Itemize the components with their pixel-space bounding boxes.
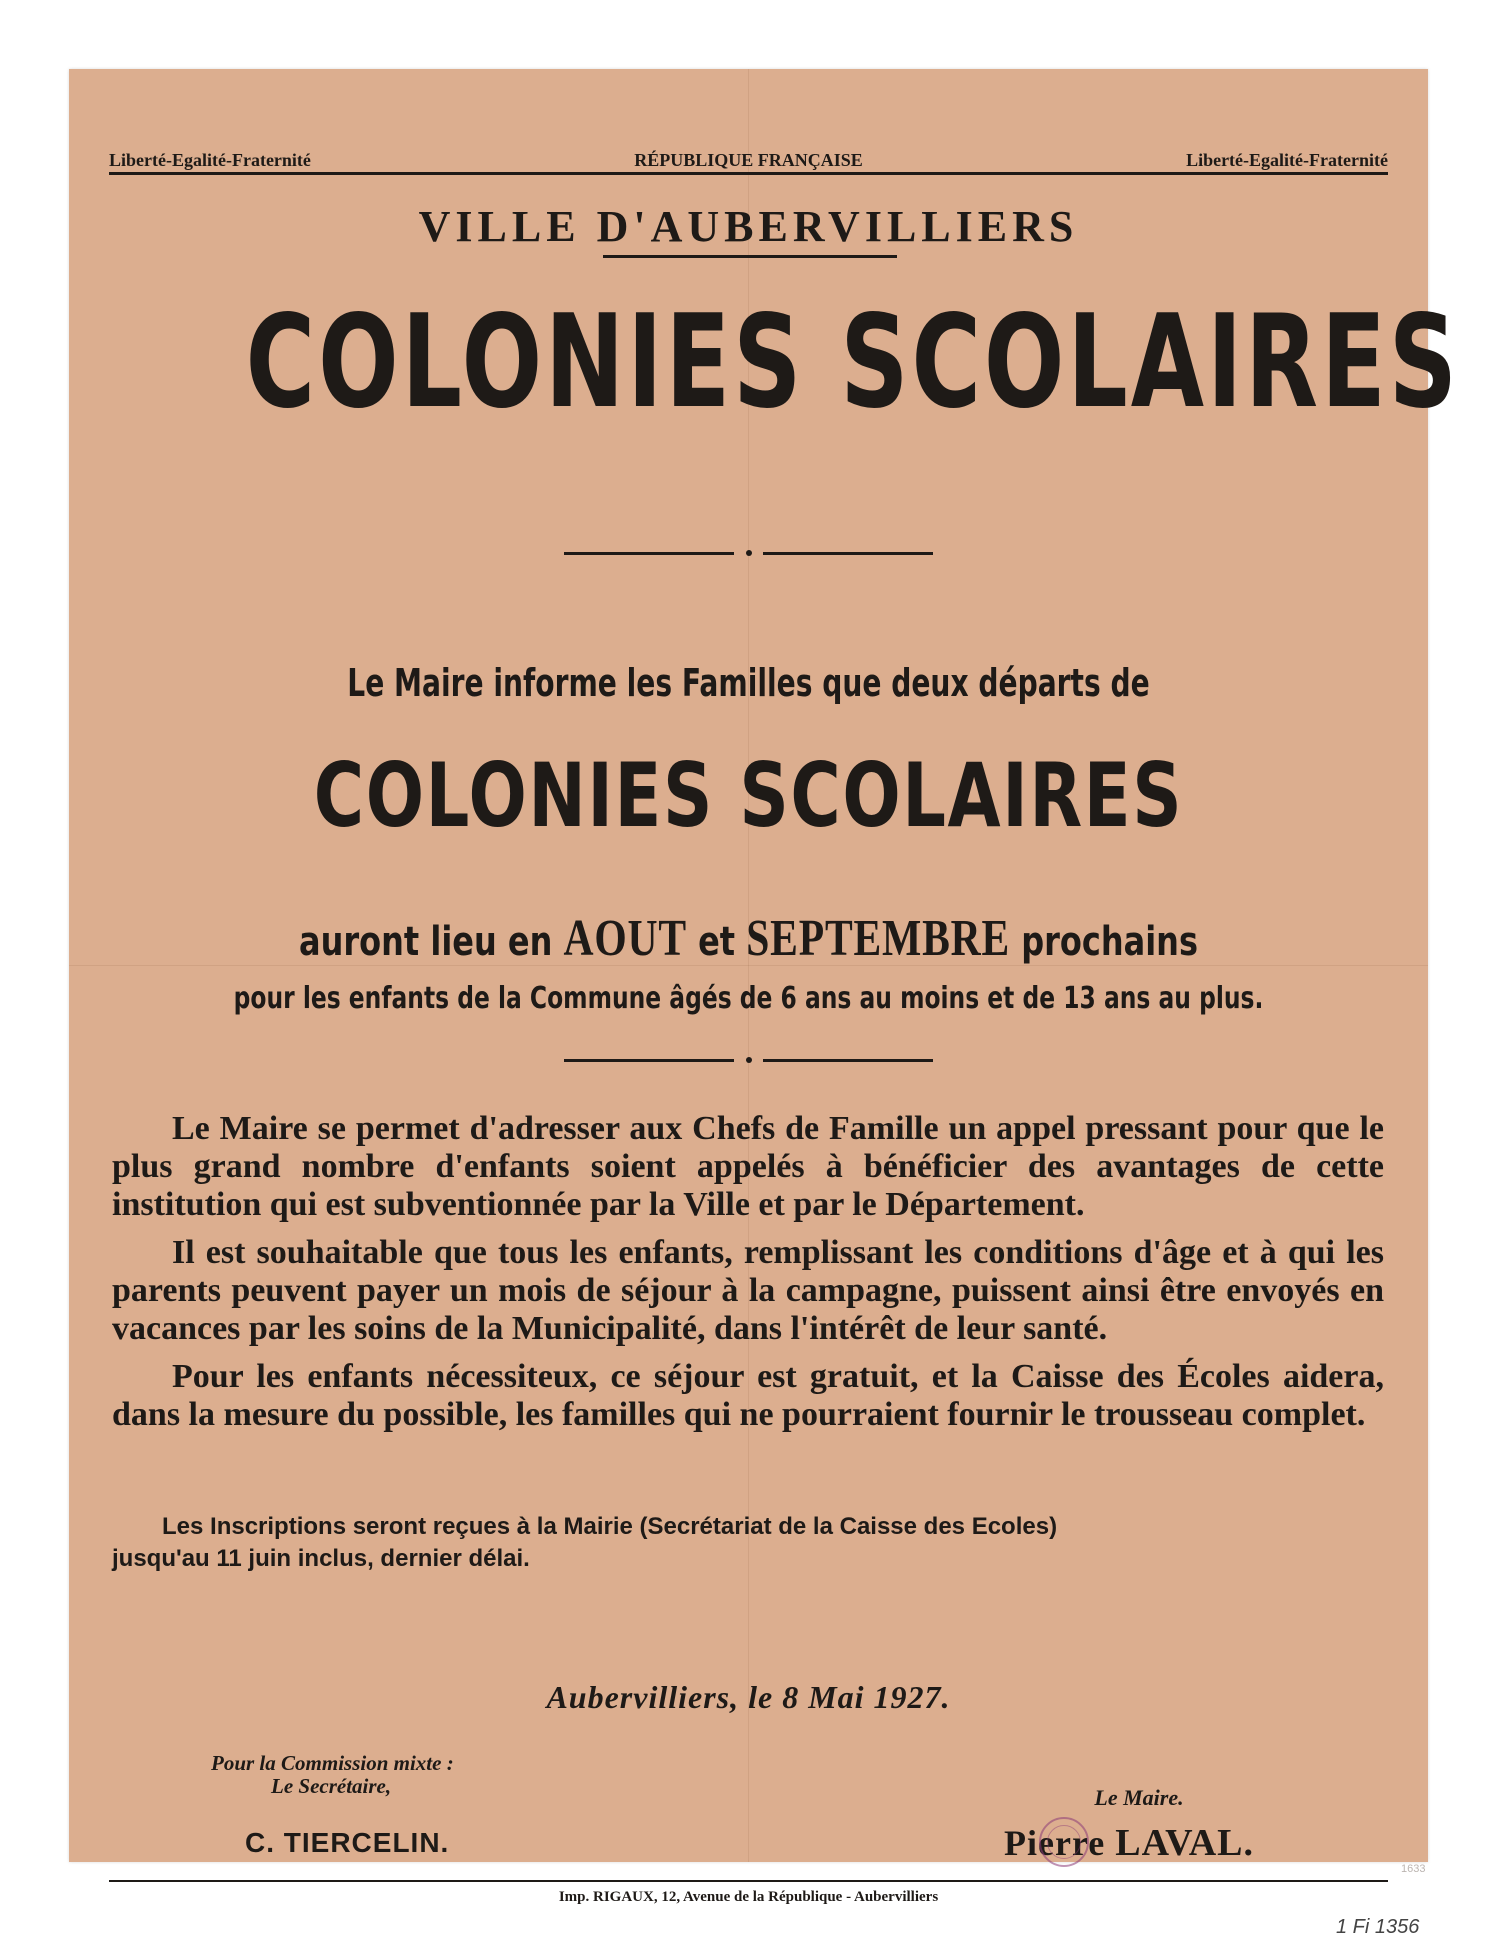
poster-sheet: [69, 69, 1460, 1905]
mayor-name: [949, 1821, 1309, 1865]
body-text: [112, 1110, 1384, 1444]
header-rule: [109, 172, 1388, 175]
paragraph-conditions: Il est souhaitable que tous les enfants, remplissant les conditions d'âge et à qui les parents peuvent payer un mois de séjour à la campagne, puissent ainsi être envoyés en vacances par les soins de la Municipalité, dans l'intérêt de leur santé.: [112, 1234, 1384, 1347]
divider-ornament-2: [564, 1055, 933, 1065]
republic-heading: RÉPUBLIQUE FRANÇAISE: [634, 150, 863, 170]
mayor-signature: [949, 1785, 1309, 1865]
inscriptions-line-1: Les Inscriptions seront reçues à la Mairie (Secrétariat de la Caisse des Ecoles): [162, 1513, 1058, 1540]
right-motto: Liberté-Egalité-Fraternité: [1186, 150, 1388, 170]
divider-ornament-1: [564, 548, 933, 558]
departures-prefix: auront lieu en: [298, 919, 553, 965]
footer-rule: [109, 1880, 1388, 1882]
age-line: pour les enfants de la Commune âgés de 6 ans au moins et de 13 ans au plus.: [233, 981, 1264, 1016]
departures-suffix: prochains: [1021, 919, 1198, 965]
paragraph-needy: Pour les enfants nécessiteux, ce séjour est gratuit, et la Caisse des Écoles aidera, dans la mesure du possible, les familles qui ne pourraient fournir le trousseau complet.: [112, 1358, 1384, 1433]
secretary-label: Le Secrétaire,: [271, 1774, 392, 1798]
mayor-title: Le Maire.: [1094, 1785, 1184, 1810]
header-line: [109, 145, 1388, 171]
secretary-name: C. TIERCELIN.: [245, 1827, 450, 1858]
printer-imprint: Imp. RIGAUX, 12, Avenue de la République - Aubervilliers: [558, 1889, 939, 1905]
month-september: SEPTEMBRE: [746, 910, 1011, 967]
month-august: AOUT: [563, 910, 687, 967]
inscriptions-notice: [112, 1511, 1384, 1575]
commission-label: Pour la Commission mixte :: [211, 1751, 454, 1775]
date-line: Aubervilliers, le 8 Mai 1927.: [546, 1679, 951, 1715]
left-motto: Liberté-Egalité-Fraternité: [109, 150, 311, 170]
mayor-last-name: LAVAL.: [1115, 1822, 1254, 1864]
mayor-informs-line: Le Maire informe les Familles que deux départs de: [347, 661, 1150, 705]
main-title: COLONIES SCOLAIRES: [245, 288, 1460, 437]
archive-reference: 1 Fi 1356: [1336, 1916, 1420, 1938]
commission-signature: [211, 1751, 454, 1858]
town-underline-ornament: [603, 252, 897, 262]
paragraph-appeal: Le Maire se permet d'adresser aux Chefs de Famille un appel pressant pour que le plus grand nombre d'enfants soient appelés à bénéficier des avantages de cette institution qui est subventionnée par la Ville et par le Département.: [112, 1110, 1384, 1223]
pencil-note: 1633: [1401, 1863, 1426, 1875]
town-heading: VILLE D'AUBERVILLIERS: [418, 202, 1079, 251]
archive-stamp: [1039, 1817, 1089, 1867]
secondary-title: COLONIES SCOLAIRES: [313, 744, 1184, 847]
departures-connector: et: [698, 919, 736, 965]
inscriptions-line-2: jusqu'au 11 juin inclus, dernier délai.: [112, 1545, 530, 1572]
mayor-first-name: Pierre: [1004, 1823, 1106, 1863]
departures-line: [205, 909, 1292, 968]
